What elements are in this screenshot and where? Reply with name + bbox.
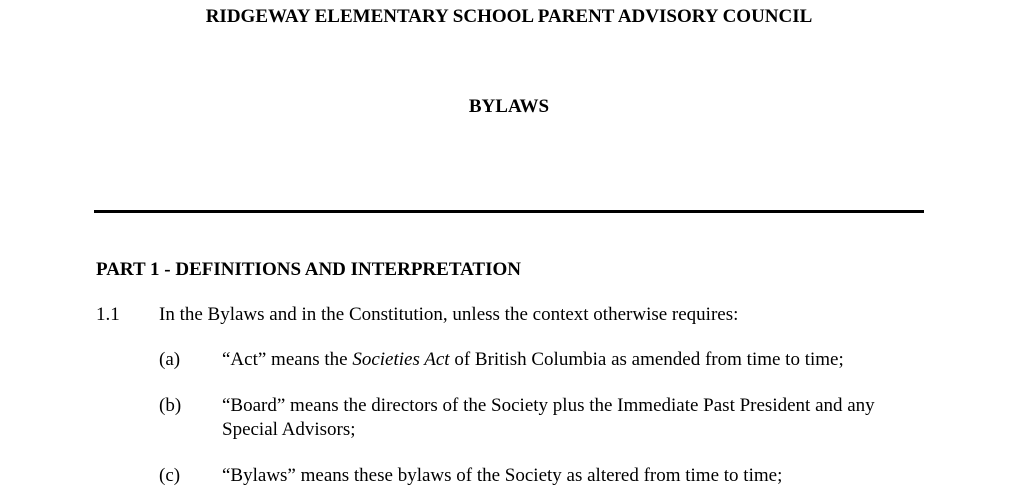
definition-label: (b) (159, 395, 182, 416)
definition-text (222, 348, 934, 372)
definition-text-part: of British Columbia as amended from time to time; (449, 349, 844, 370)
title-divider (94, 210, 924, 213)
definition-label: (a) (159, 349, 181, 370)
clause-number: 1.1 (96, 304, 120, 325)
definition-text-part: “Act” means the (222, 349, 353, 370)
part-heading: PART 1 - DEFINITIONS AND INTERPRETATION (96, 259, 521, 280)
definition-text: “Board” means the directors of the Society plus the Immediate Past President and any Special Advisors; (222, 395, 875, 440)
definition-text: “Bylaws” means these bylaws of the Society as altered from time to time; (222, 465, 783, 486)
definition-label: (c) (159, 465, 181, 486)
statute-name: Societies Act (352, 349, 450, 370)
clause-text: In the Bylaws and in the Constitution, unless the context otherwise requires: (159, 304, 739, 325)
document-title: BYLAWS (468, 96, 550, 117)
organization-title: RIDGEWAY ELEMENTARY SCHOOL PARENT ADVISORY COUNCIL (205, 6, 813, 27)
